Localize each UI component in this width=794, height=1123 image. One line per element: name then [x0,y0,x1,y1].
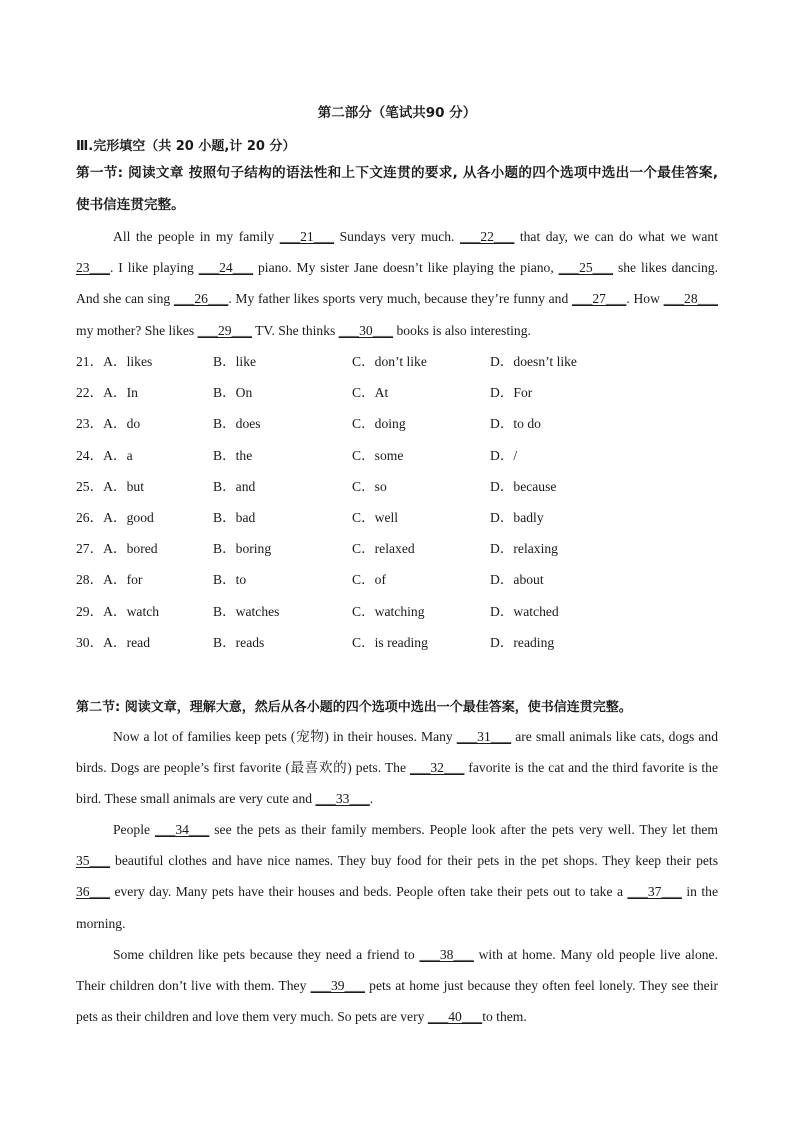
option-a[interactable]: 26．A．good [76,509,154,525]
option-c[interactable]: C．so [352,478,387,494]
blank-23[interactable]: 23___ [76,260,110,276]
option-b[interactable]: B．like [213,354,257,369]
option-d[interactable]: D．relaxing [490,541,558,557]
option-b[interactable]: B．reads [213,634,265,650]
option-c[interactable]: C．don’t like [352,354,427,369]
option-d[interactable]: D．about [490,572,544,588]
blank-37[interactable]: ___37___ [627,884,682,900]
option-c[interactable]: C．some [352,447,404,463]
subsection-2-heading: 第二节: 阅读文章，理解大意，然后从各小题的四个选项中选出一个最佳答案，使书信连贯完整。 [76,700,632,715]
option-d[interactable]: D．to do [490,416,541,432]
blank-26[interactable]: ___26___ [173,291,229,307]
blank-25[interactable]: ___25___ [558,260,614,276]
option-a[interactable]: 29．A．watch [76,603,160,619]
section-heading: Ⅲ.完形填空（共 20 小题,计 20 分） [76,139,296,154]
option-c[interactable]: C．of [352,572,386,588]
blank-29[interactable]: ___29___ [197,322,252,338]
option-d[interactable]: D．For [490,385,533,401]
option-a[interactable]: 25．A．but [76,478,144,494]
question-26-options [76,502,736,533]
option-a[interactable]: 23．A．do [76,416,141,432]
blank-24[interactable]: ___24___ [198,260,254,276]
option-b[interactable]: B．the [213,447,253,463]
question-29-options [76,596,736,627]
question-23-options [76,408,736,439]
question-21-options [76,346,736,377]
option-d[interactable]: D．reading [490,634,555,650]
option-a[interactable]: 30．A．read [76,634,150,650]
option-b[interactable]: B．boring [213,541,272,557]
passage-1: All the people in my family ___21___ Sundays very much. ___22___ that day, we can do what we want 23___. I like playing ___24___ piano. My sister Jane doesn’t like playing the piano, ___25___ she likes dancing. And she can sing ___26___. My father likes sports very much, because they’re funny and ___27___. How ___28___ my mother? She likes ___29___ TV. She thinks ___30___ books is also interesting. [76,229,718,338]
option-a[interactable]: 21．A．likes [76,354,153,369]
blank-28[interactable]: ___28___ [663,291,718,307]
blank-40[interactable]: ___40___ [427,1009,483,1025]
blank-30[interactable]: ___30___ [338,322,394,338]
option-b[interactable]: B．On [213,385,253,401]
option-c[interactable]: C．doing [352,416,406,432]
option-a[interactable]: 24．A．a [76,447,133,463]
option-a[interactable]: 22．A．In [76,385,138,401]
blank-38[interactable]: ___38___ [419,947,474,962]
option-b[interactable]: B．and [213,478,256,494]
blank-36[interactable]: 36___ [76,884,110,900]
question-28-options [76,564,736,595]
option-c[interactable]: C．watching [352,603,425,619]
passage-2-paragraph-2: People ___34___ see the pets as their family members. People look after the pets very well. They let them 35___ beautiful clothes and have nice names. They buy food for their pets in the pet shops. They keep their pets 36___ every day. Many pets have their houses and beds. People often take their pets out to take a ___37___ in the morning. [76,822,718,931]
option-c[interactable]: C．well [352,509,399,525]
question-30-options [76,627,736,658]
blank-34[interactable]: ___34___ [154,822,210,837]
part-title: 第二部分（笔试共90 分） [317,105,477,121]
subsection-1-heading: 第一节: 阅读文章 按照句子结构的语法性和上下文连贯的要求, 从各小题的四个选项中选出一个最佳答案, 使书信连贯完整。 [76,165,718,213]
option-d[interactable]: D．because [490,478,557,494]
option-c[interactable]: C．relaxed [352,541,415,557]
option-a[interactable]: 28．A．for [76,572,143,588]
option-c[interactable]: C．At [352,385,389,401]
question-22-options [76,377,736,408]
option-d[interactable]: D．watched [490,603,559,619]
passage-2-paragraph-1: Now a lot of families keep pets (宠物) in their houses. Many ___31___ are small animals like cats, dogs and birds. Dogs are people’s first favorite (最喜欢的) pets. The ___32___ favorite is the cat and the third favorite is the bird. These small animals are very cute and ___33___. [76,729,719,807]
blank-35[interactable]: 35___ [76,853,110,869]
question-27-options [76,533,736,564]
blank-39[interactable]: ___39___ [310,978,365,994]
option-b[interactable]: B．bad [213,509,256,525]
blank-22[interactable]: ___22___ [459,229,515,244]
blank-27[interactable]: ___27___ [571,291,627,307]
option-c[interactable]: C．is reading [352,634,428,650]
options-list [76,346,736,658]
option-b[interactable]: B．does [213,416,261,432]
passage-2-paragraph-3: Some children like pets because they need a friend to ___38___ with at home. Many old people live alone. Their children don’t live with them. They ___39___ pets at home just because they often feel lonely. They see their pets as their children and love them very much. So pets are very ___40___to them. [76,947,718,1025]
option-b[interactable]: B．watches [213,603,280,619]
blank-31[interactable]: ___31___ [456,729,512,744]
option-a[interactable]: 27．A．bored [76,541,158,557]
option-d[interactable]: D．/ [490,447,518,463]
question-24-options [76,440,736,471]
blank-21[interactable]: ___21___ [279,229,335,244]
option-d[interactable]: D．doesn’t like [490,354,577,369]
blank-32[interactable]: ___32___ [409,760,465,776]
option-d[interactable]: D．badly [490,509,544,525]
blank-33[interactable]: ___33___ [315,791,370,807]
option-b[interactable]: B．to [213,572,247,588]
question-25-options [76,471,736,502]
